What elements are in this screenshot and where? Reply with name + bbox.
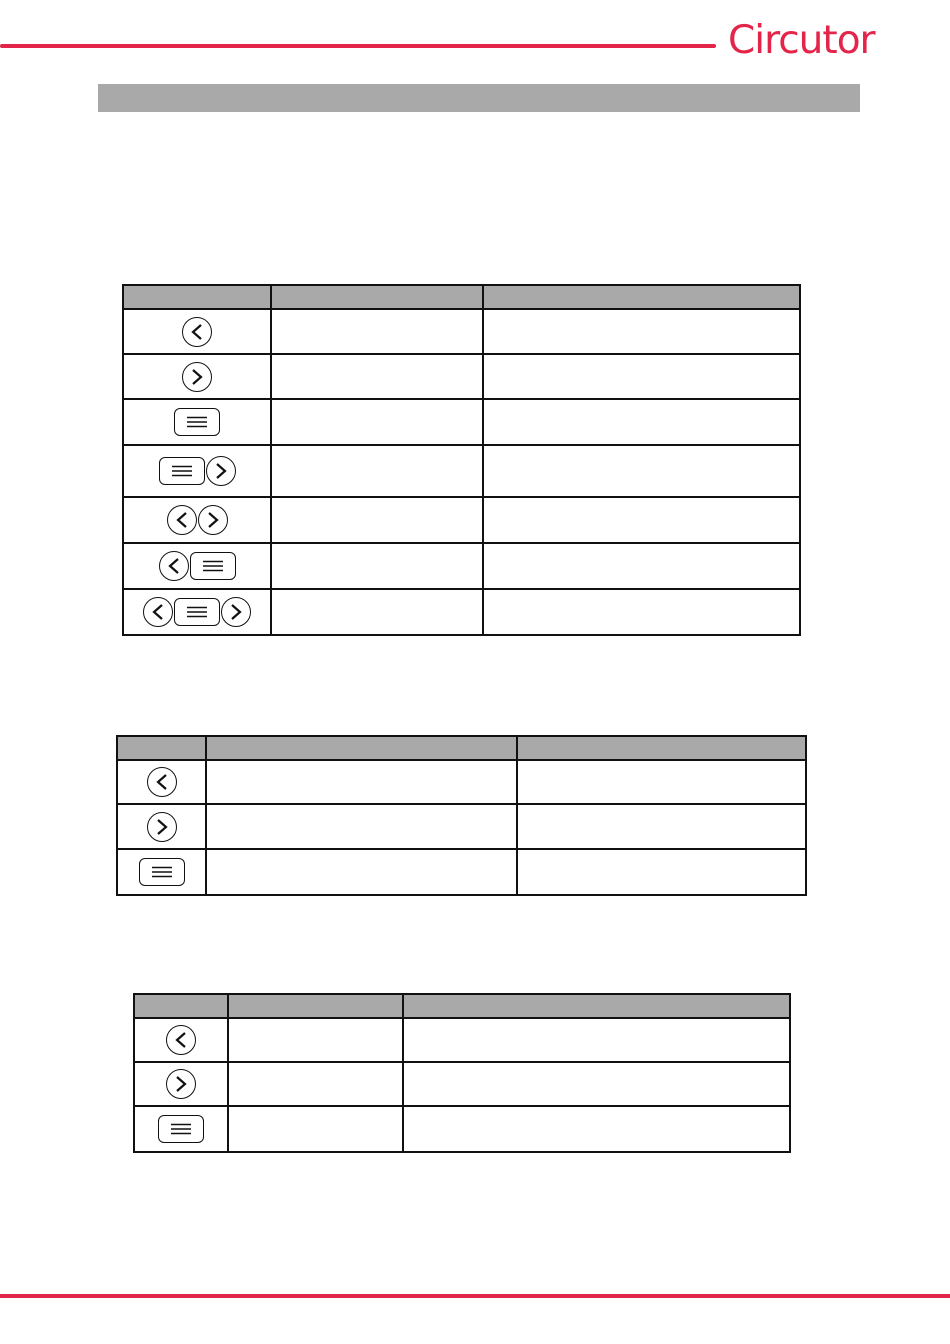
menu-key-icon bbox=[190, 552, 236, 580]
right-key-icon bbox=[198, 505, 228, 535]
header-cell-2 bbox=[271, 285, 483, 309]
right-key-icon bbox=[147, 812, 177, 842]
table-row bbox=[117, 760, 806, 804]
table-cell bbox=[228, 1018, 403, 1062]
table-cell bbox=[517, 849, 806, 895]
table-row bbox=[134, 1106, 790, 1152]
table-header-row bbox=[123, 285, 800, 309]
header-cell-2 bbox=[206, 736, 517, 760]
table-cell bbox=[271, 354, 483, 399]
right-key-icon bbox=[221, 597, 251, 627]
key-cell bbox=[123, 543, 271, 589]
table-row bbox=[117, 804, 806, 849]
table-cell bbox=[483, 354, 800, 399]
table-row bbox=[123, 543, 800, 589]
header-cell-key bbox=[123, 285, 271, 309]
table-cell bbox=[403, 1018, 790, 1062]
key-cell bbox=[134, 1062, 228, 1106]
menu-key-icon bbox=[139, 858, 185, 886]
table-row bbox=[123, 589, 800, 635]
menu-key-icon bbox=[174, 598, 220, 626]
key-table-1 bbox=[122, 284, 801, 636]
right-key-icon bbox=[166, 1069, 196, 1099]
table-cell bbox=[206, 849, 517, 895]
key-cell bbox=[123, 497, 271, 543]
table-cell bbox=[271, 497, 483, 543]
table-cell bbox=[403, 1106, 790, 1152]
table-cell bbox=[483, 309, 800, 354]
table-cell bbox=[228, 1106, 403, 1152]
key-cell bbox=[117, 804, 206, 849]
table-row bbox=[123, 445, 800, 497]
table-cell bbox=[483, 497, 800, 543]
table-cell bbox=[271, 309, 483, 354]
key-cell bbox=[134, 1106, 228, 1152]
key-cell bbox=[117, 760, 206, 804]
key-cell bbox=[123, 309, 271, 354]
table-cell bbox=[483, 399, 800, 445]
header-cell-2 bbox=[228, 994, 403, 1018]
left-key-icon bbox=[166, 1025, 196, 1055]
key-cell bbox=[123, 399, 271, 445]
table-cell bbox=[271, 445, 483, 497]
table-cell bbox=[271, 399, 483, 445]
table-row bbox=[117, 849, 806, 895]
right-key-icon bbox=[182, 362, 212, 392]
left-key-icon bbox=[143, 597, 173, 627]
right-key-icon bbox=[206, 456, 236, 486]
table-header-row bbox=[134, 994, 790, 1018]
key-cell bbox=[117, 849, 206, 895]
table-cell bbox=[206, 760, 517, 804]
table-cell bbox=[271, 589, 483, 635]
header-cell-3 bbox=[517, 736, 806, 760]
key-cell bbox=[123, 589, 271, 635]
table-row bbox=[134, 1062, 790, 1106]
table-cell bbox=[483, 589, 800, 635]
header-cell-key bbox=[117, 736, 206, 760]
section-title-bar bbox=[98, 84, 860, 112]
left-key-icon bbox=[147, 767, 177, 797]
key-cell bbox=[134, 1018, 228, 1062]
table-row bbox=[123, 309, 800, 354]
table-row bbox=[123, 497, 800, 543]
table-cell bbox=[517, 804, 806, 849]
left-key-icon bbox=[159, 551, 189, 581]
menu-key-icon bbox=[174, 408, 220, 436]
table-row bbox=[123, 399, 800, 445]
table-cell bbox=[517, 760, 806, 804]
left-key-icon bbox=[182, 317, 212, 347]
table-cell bbox=[228, 1062, 403, 1106]
header-cell-3 bbox=[403, 994, 790, 1018]
footer-rule bbox=[0, 1294, 950, 1298]
key-cell bbox=[123, 354, 271, 399]
table-cell bbox=[483, 445, 800, 497]
table-cell bbox=[403, 1062, 790, 1106]
header-rule bbox=[0, 44, 716, 48]
table-cell bbox=[271, 543, 483, 589]
menu-key-icon bbox=[159, 457, 205, 485]
table-cell bbox=[483, 543, 800, 589]
key-table-3 bbox=[133, 993, 791, 1153]
header-cell-key bbox=[134, 994, 228, 1018]
table-row bbox=[123, 354, 800, 399]
left-key-icon bbox=[167, 505, 197, 535]
header-cell-3 bbox=[483, 285, 800, 309]
table-header-row bbox=[117, 736, 806, 760]
menu-key-icon bbox=[158, 1115, 204, 1143]
circutor-logo: Circutor bbox=[728, 18, 875, 63]
key-cell bbox=[123, 445, 271, 497]
key-table-2 bbox=[116, 735, 807, 896]
table-cell bbox=[206, 804, 517, 849]
table-row bbox=[134, 1018, 790, 1062]
